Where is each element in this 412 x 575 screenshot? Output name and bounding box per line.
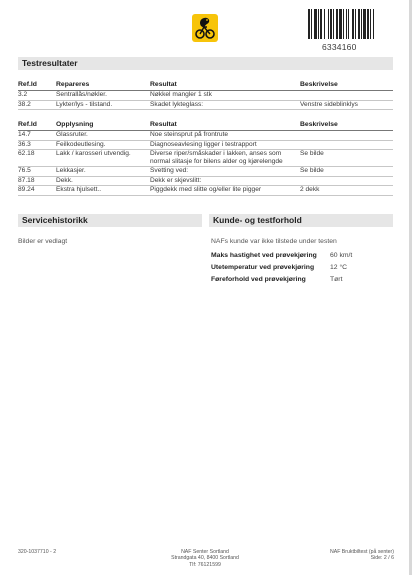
condition-label: Maks hastighet ved prøvekjøring	[211, 252, 317, 259]
service-history-text: Bilder er vedlagt	[18, 238, 68, 245]
footer-center	[150, 549, 260, 568]
cell-item: Lekkasjer.	[56, 167, 86, 174]
col-resultat: Resultat	[150, 81, 177, 88]
cell-description: Venstre sideblinklys	[300, 100, 358, 108]
info-header-row	[18, 121, 393, 131]
cell-ref: 38.2	[18, 100, 31, 108]
cell-description: Se bilde	[300, 167, 324, 174]
barcode-number: 6334160	[322, 42, 357, 52]
cell-description: 2 dekk	[300, 186, 320, 193]
condition-label: Utetemperatur ved prøvekjøring	[211, 264, 315, 271]
cell-description: Se bilde	[300, 150, 324, 157]
cell-result: Skadet lykteglass:	[150, 100, 204, 108]
table-row	[18, 186, 393, 196]
service-history-header: Servicehistorikk	[18, 214, 202, 227]
barcode	[308, 9, 394, 39]
cell-ref: 62.18	[18, 150, 35, 157]
col-beskrivelse: Beskrivelse	[300, 81, 338, 88]
col-ref-id: Ref.Id	[18, 121, 37, 128]
table-row	[18, 131, 393, 141]
footer-right	[290, 549, 394, 562]
cell-ref: 14.7	[18, 131, 31, 138]
lion-bicycle-icon	[192, 14, 218, 42]
footer-center-line: Strandgata 40, 8400 Sortland	[171, 555, 239, 562]
info-table	[18, 121, 393, 196]
table-row	[18, 91, 393, 101]
cell-result: Nøkkel mangler 1 stk	[150, 91, 212, 98]
cell-item: Feilkodeutlesing.	[56, 140, 106, 148]
cell-item: Dekk.	[56, 176, 73, 184]
cell-item: Glassruter.	[56, 131, 88, 138]
table-row	[18, 150, 393, 167]
table-row	[18, 141, 393, 151]
condition-label: Føreforhold ved prøvekjøring	[211, 276, 306, 283]
col-ref-id: Ref.Id	[18, 81, 37, 88]
footer-service: NAF Bruktbiltest (på senter)	[329, 549, 394, 555]
col-beskrivelse: Beskrivelse	[300, 121, 338, 128]
cell-ref: 36.3	[18, 140, 31, 148]
cell-result: Diagnoseavlesing ligger i testrapport	[150, 140, 257, 148]
repairs-table	[18, 81, 393, 110]
condition-value: 60 km/t	[330, 252, 353, 259]
cell-ref: 87.18	[18, 176, 35, 184]
test-results-header: Testresultater	[18, 57, 393, 70]
cell-item: Sentrallås/nøkler.	[56, 91, 107, 98]
repairs-header-row	[18, 81, 393, 91]
cell-result: Noe steinsprut på frontrute	[150, 131, 229, 138]
col-opplysning: Opplysning	[56, 121, 94, 128]
condition-value: Tørt	[330, 276, 343, 283]
cell-item: Ekstra hjulsett..	[56, 186, 102, 193]
footer-center-line: Tlf: 76121599	[189, 561, 221, 568]
table-row	[18, 101, 393, 111]
cell-result: Svetting ved:	[150, 167, 189, 174]
col-resultat: Resultat	[150, 121, 177, 128]
col-repareres: Repareres	[56, 81, 90, 88]
cell-ref: 3.2	[18, 91, 28, 98]
condition-value: 12 °C	[330, 264, 348, 271]
customer-presence-note: NAFs kunde var ikke tilstede under testen	[211, 238, 337, 245]
cell-item: Lykter/lys - tilstand.	[56, 100, 113, 108]
footer-center-line: NAF Senter Sortland	[181, 549, 229, 555]
cell-result: Dekk er skjevslitt:	[150, 176, 202, 184]
footer-report-id: 320-1037710 - 2	[18, 549, 57, 555]
customer-conditions-header: Kunde- og testforhold	[209, 214, 393, 227]
footer-page-number: Side: 2 / 6	[370, 555, 394, 562]
cell-item: Lakk / karosseri utvendig.	[56, 150, 131, 157]
cell-ref: 89.24	[18, 186, 35, 193]
naf-logo	[192, 14, 218, 42]
table-row	[18, 177, 393, 187]
cell-ref: 76.5	[18, 167, 31, 174]
cell-result: Diverse riper/småskader i lakken, anses som normal slitasje for bilens alder og kjørelengde	[150, 150, 283, 165]
cell-result: Piggdekk med slitte og/eller lite pigger	[150, 186, 262, 193]
table-row	[18, 167, 393, 177]
